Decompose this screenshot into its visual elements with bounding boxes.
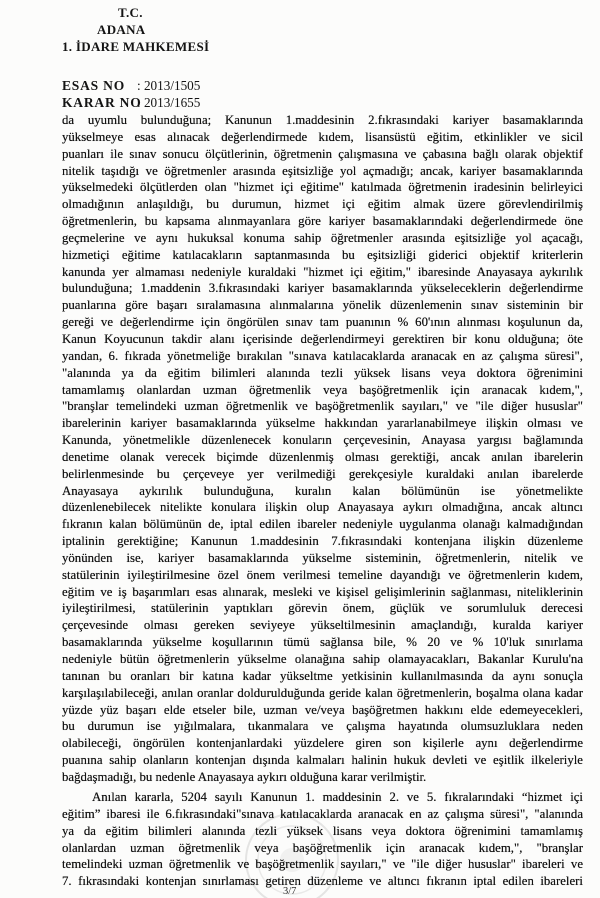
body-text-line: Kanun Koyucunun takdir alanı içerisinde değerlendirmeyi gerektiren bir konu olduğuna; öte — [62, 331, 583, 346]
body-text-line: temelindeki uzman öğretmenlik ve başöğretmenlik sayıları," ve "ile diğer hususlar" ibareleri ve — [62, 857, 583, 872]
body-text-line: bu durumun ise yığılmalara, tıkanmalara ve çalışma hayatında olumsuzluklara neden — [62, 719, 583, 734]
body-text-line: puanlarına göre başarı sıralamasına alınmalarına yönelik düzenlemenin sınav sisteminin bir — [62, 298, 583, 313]
body-text-line: Anılan kararla, 5204 sayılı Kanunun 1. maddesinin 2. ve 5. fıkralarındaki “hizmet içi — [92, 790, 583, 804]
paragraph-1 — [62, 112, 583, 786]
body-text-line: olmadığının anlaşıldığı, bu durumun, hizmet içi eğitim almak üzere görevlendirilmiş — [62, 197, 583, 212]
body-text-line: basamaklarında yükselme koşullarının tümü sağlansa bile, % 20 ve % 10'luk sınırlama — [62, 635, 583, 650]
body-text-line: yüzde yüz başarı elde etseler bile, uzman ve/veya başöğretmen hakkını elde edemeyecekleri, — [62, 702, 583, 717]
decision-number-value: : 2013/1655 — [137, 95, 201, 110]
body-text-line: "branşlar temelindeki uzman öğretmenlik ve başöğretmenlik sayıları," ve "ile diğer hususlar" — [62, 399, 583, 414]
body-text-line: iptalinin gerektiğine; Kanunun 1.maddesinin 7.fıkrasındaki kontenjana ilişkin düzenleme — [62, 534, 583, 549]
body-text-line: öğretmenlerin, bu kapsama alınmayanlara göre kariyer basamaklarındaki değerlendirmede öne — [62, 214, 583, 229]
paragraph-2 — [62, 789, 583, 890]
body-text-line: bulunduğuna; 1.maddenin 3.fıkrasındaki kariyer basamaklarında yükseleceklerin değerlendirme — [62, 281, 583, 296]
body-text-line: kanunda yer almaması nedeniyle kuraldaki "hizmet içi eğitim," ibaresinde Anayasaya aykırılık — [62, 264, 583, 279]
decision-number-label: KARAR NO — [62, 95, 142, 110]
case-number-label: ESAS NO — [62, 78, 125, 93]
body-text-line: nedeniyle bütün öğretmenlerin yükselme olanağına sahip olamayacakları, Bakanlar Kurulu'na — [62, 652, 583, 666]
body-text-line: düzenlenebilecek nitelikte konulara ilişkin olup Anayasaya aykırı olmadığına, ancak altıncı — [62, 500, 583, 515]
body-text-line: nitelik taşıdığı ve öğretmenler arasında eşitsizliğe yol açmadığı; ancak, kariyer basamaklarında — [62, 163, 583, 178]
body-text-line: 7. fıkrasındaki kontenjan sınırlaması getiren düzenleme ve altıncı fıkranın iptal edilen ibareleri — [62, 874, 583, 889]
body-text-line: puanına sahip olanların kontenjan dışında kalmaları halinin hukuk devleti ve eşitlik ilkeleriyle — [62, 753, 583, 768]
court-city: ADANA — [97, 22, 146, 37]
body-text-line: tanınan bu oranları bir katına kadar yükseltme yetkisinin kullanılmasında da aynı sonuçla — [62, 668, 583, 683]
body-text-line: olanlardan uzman öğretmenlik veya başöğretmenlik için aranacak kıdem,", "branşlar — [62, 840, 583, 855]
body-text-line: tamamlamış olanlardan uzman öğretmenlik veya başöğretmenlik için aranacak kıdem,", — [62, 382, 583, 397]
body-text-line: denetime olanak verecek biçimde düzenlenmiş olması gerektiği, ancak anılan ibarelerin — [62, 449, 583, 464]
body-text-line: "alanında ya da eğitim bilimleri alanında tezli yüksek lisans veya doktora öğrenimini — [62, 365, 583, 380]
body-text-line: karşılaşılabileceği, anılan oranlar doldurulduğunda geride kalan öğretmenlerin, boşalma olana kadar — [62, 685, 583, 700]
body-text-line: yükselmeye esas alınacak değerlendirmede kıdem, lisansüstü eğitim, etkinlikler ve sicil — [62, 129, 583, 144]
court-country: T.C. — [118, 5, 143, 20]
body-text-line: geçmelerine ve aynı hukuksal konuma sahip öğretmenler arasında eşitsizliğe yol açacağı, — [62, 230, 583, 245]
body-text-line: yönünden ise, kariyer basamaklarında yükselme sisteminin, öğretmenlerin, nitelik ve — [62, 550, 583, 565]
body-text-line: bağdaşmadığı, bu nedenle Anayasaya aykırı olduğuna karar verilmiştir. — [62, 769, 427, 784]
body-text-line: belirlenmesinde bu çerçeveye yer verilmediği gerekçesiyle kuraldaki anılan ibarelerde — [62, 466, 583, 481]
body-text-line: eğitim ve iş başarımları esas alınarak, mesleki ve kişisel gelişimlerinin sağlanması, niteliklerinin — [62, 584, 583, 599]
case-number-value: : 2013/1505 — [137, 78, 201, 93]
body-text-line: iyileştirilmesi, statülerinin yaptıkları görevin önem, güçlük ve sorumluluk derecesi — [62, 601, 583, 616]
body-text-line: statülerinin iyileştirilmesine özel önem verilmesi temeline dayandığı ve öğretmenlerin kıdem, — [62, 567, 583, 582]
body-text-line: ya da eğitim bilimleri alanında tezli yüksek lisans veya doktora öğrenimini tamamlamış — [62, 823, 583, 838]
body-text-line: olabileceği, öngörülen kontenjanlardaki yüzdelere giren son kişilerle aynı değerlendirme — [62, 736, 583, 751]
body-text-line: gereği ve değerlendirme için öngörülen sınav tam puanının % 60'ının alınması koşulunun da, — [62, 315, 583, 330]
body-text-line: puanları ile sınav sonucu ölçütlerinin, öğretmenin çalışmasına ve çabasına bağlı olarak objektif — [62, 146, 583, 161]
body-text-line: hizmetiçi eğitime katılacakların saptanmasında bu eşitsizliği giderici objektif kriterlerin — [62, 247, 583, 262]
page-number: 3/7 — [283, 886, 297, 897]
body-text-line: da uyumlu bulunduğuna; Kanunun 1.maddesinin 2.fıkrasındaki kariyer basamaklarında — [62, 113, 583, 127]
body-text-line: eğitim” ibaresi ile 6.fıkrasındaki"sınava katılacaklarda aranacak en az çalışma süresi", "alanında — [62, 806, 583, 821]
body-text-line: çerçevesinde olması gereken seviyeye yükseltilmesinin amaçlandığı, kuralda kariyer — [62, 618, 583, 633]
body-text-line: ibarelerinin kariyer basamaklarında yükselme hakkından yararlanabilmeye ilişkin olması ve — [62, 416, 583, 431]
body-text-line: fıkranın kalan bölümünün de, iptal edilen ibareler nedeniyle uygulanma olanağı kalmadığından — [62, 517, 583, 532]
body-text-line: yükselmedeki ölçütlerden olan "hizmet içi eğitime" katılmada öğretmenin iradesinin belirleyici — [62, 180, 583, 195]
body-text-line: Kanunda, yönetmelikle düzenlenecek konuların çerçevesinin, Anayasa yargısı bağlamında — [62, 433, 583, 448]
body-text-line: Anayasaya aykırılık bulunduğuna, kuralın kalan bölümünün ise yönetmelikte — [62, 483, 583, 498]
body-text-line: yandan, 6. fıkrada yönetmeliğe bırakılan "sınava katılacaklarda aranacak en az çalışma süresi", — [62, 348, 583, 363]
court-name: 1. İDARE MAHKEMESİ — [62, 39, 210, 54]
